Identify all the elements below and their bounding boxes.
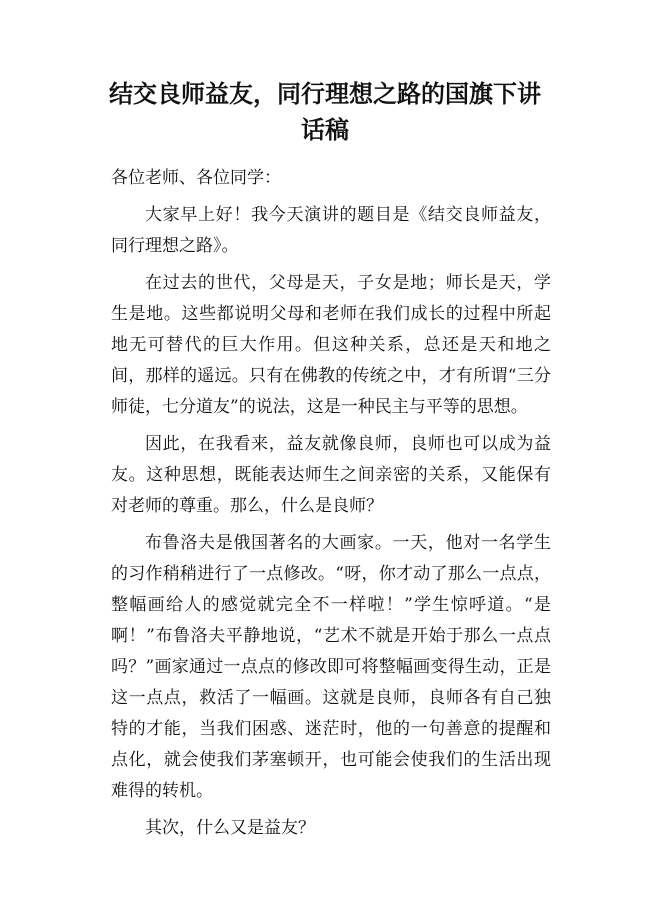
paragraph-thesis: 因此，在我看来，益友就像良师，良师也可以成为益友。这种思想，既能表达师生之间亲密的关系，又能保有对老师的尊重。那么，什么是良师？ [111, 434, 551, 516]
paragraph-tradition: 在过去的世代，父母是天，子女是地；师长是天，学生是地。这些都说明父母和老师在我们成长的过程中所起地无可替代的巨大作用。但这种关系，总还是天和地之间，那样的遥远。只有在佛教的传统之中，才有所谓“三分师徒，七分道友”的说法，这是一种民主与平等的思想。 [111, 273, 551, 417]
title-line-1: 结交良师益友，同行理想之路的国旗下讲 [109, 80, 541, 108]
document-title [0, 76, 650, 148]
salutation: 各位老师、各位同学： [111, 168, 281, 188]
paragraph-greeting: 大家早上好！我今天演讲的题目是《结交良师益友，同行理想之路》。 [111, 205, 551, 256]
paragraph-next: 其次，什么又是益友？ [145, 818, 315, 838]
title-line-2: 话稿 [301, 116, 349, 144]
document-body [111, 163, 551, 850]
paragraph-story: 布鲁洛夫是俄国著名的大画家。一天，他对一名学生的习作稍稍进行了一点修改。“呀，你才动了那么一点点，整幅画给人的感觉就完全不一样啦！”学生惊呼道。“是啊！”布鲁洛夫平静地说，“艺术不就是开始于那么一点点吗？”画家通过一点点的修改即可将整幅画变得生动，正是这一点点，救活了一幅画。这就是良师，良师各有自己独特的才能，当我们困惑、迷茫时，他的一句善意的提醒和点化，就会使我们茅塞顿开，也可能会使我们的生活出现难得的转机。 [111, 533, 551, 801]
